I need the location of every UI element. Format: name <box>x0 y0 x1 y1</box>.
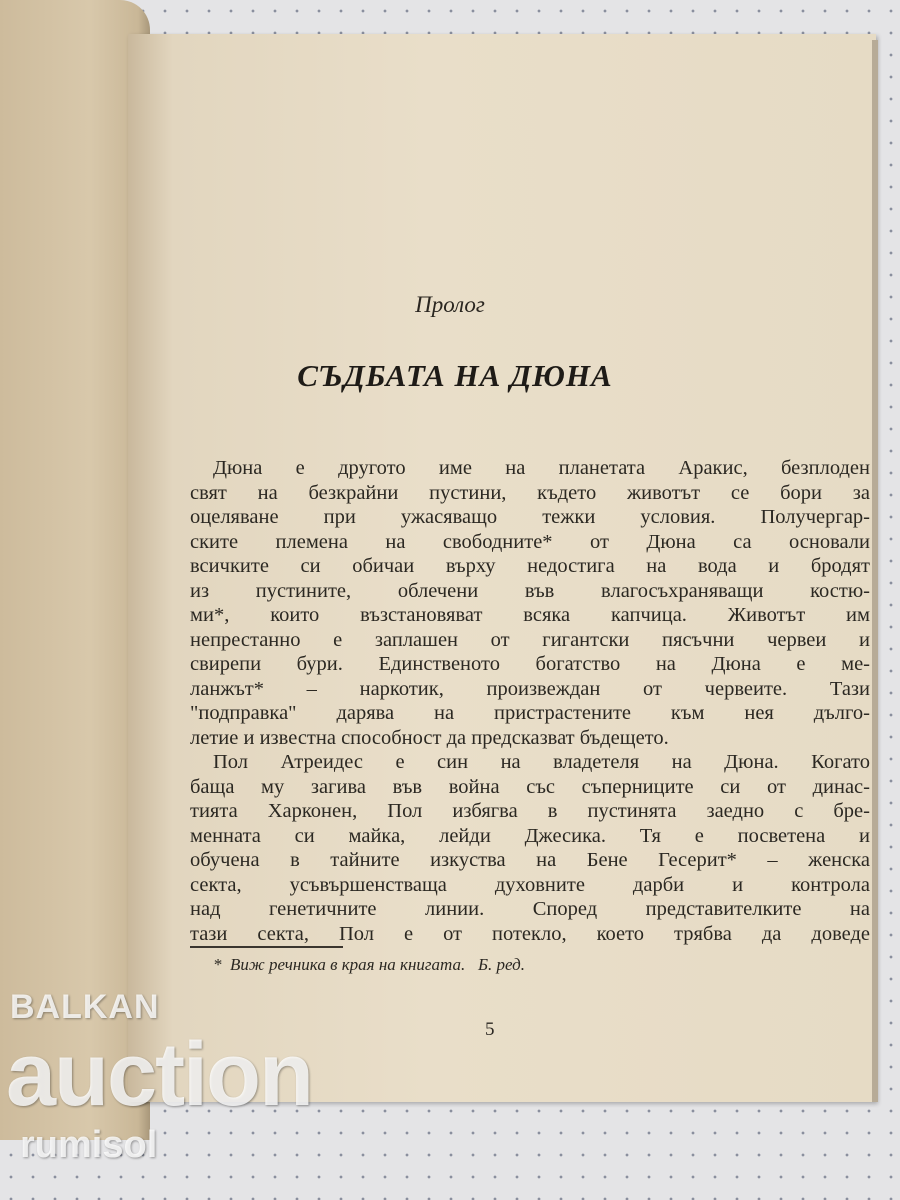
page-number: 5 <box>485 1019 495 1040</box>
text-line: ми*, които възстановяват всяка капчица. Животът им <box>190 604 870 626</box>
text-line: свирепи бури. Единственото богатство на Дюна е ме- <box>190 653 870 675</box>
text-line: баща му загива във война със съперниците си от динас- <box>190 775 870 798</box>
text-line: тията Харконен, Пол избягва в пустинята заедно с бре- <box>190 800 870 822</box>
text-line: из пустините, облечени във влагосъхраняващи костю- <box>190 579 870 602</box>
text-line: Дюна е другото име на планетата Аракис, безплоден <box>213 457 870 479</box>
text-line: секта, усъвършенстваща духовните дарби и контрола <box>190 873 870 896</box>
text-line: всичките си обичаи върху недостига на вода и бродят <box>190 555 870 577</box>
text-line: оцеляване при ужасяващо тежки условия. Получергар- <box>190 506 870 528</box>
text-line: тази секта, Пол е от потекло, което трябва да доведе <box>190 922 870 945</box>
text-line: свят на безкрайни пустини, където животът се бори за <box>190 481 870 504</box>
text-line: Пол Атреидес е син на владетеля на Дюна. Когато <box>213 751 870 773</box>
text-line: ланжът* – наркотик, произвеждан от червеите. Тази <box>190 677 870 700</box>
watermark-rumisol: rumisol <box>20 1124 158 1166</box>
chapter-title: СЪДБАТА НА ДЮНА <box>297 358 613 393</box>
footnote: * Виж речника в края на книгата. Б. ред. <box>213 955 526 974</box>
watermark-balkan: BALKAN <box>10 988 160 1026</box>
text-line: летие и известна способност да предсказват бъдещето. <box>190 726 669 749</box>
text-line: непрестанно е заплашен от гигантски пясъчни червеи и <box>190 628 870 651</box>
page-edge <box>872 40 878 1102</box>
text-line: обучена в тайните изкуства на Бене Гесерит* – женска <box>190 849 870 871</box>
watermark-auction: auction <box>6 1025 313 1125</box>
text-line: "подправка" дарява на пристрастените към нея дълго- <box>190 702 870 724</box>
body-text <box>190 456 870 946</box>
chapter-label: Пролог <box>415 292 485 317</box>
text-line: менната си майка, лейди Джесика. Тя е посветена и <box>190 824 870 847</box>
text-line: ските племена на свободните* от Дюна са основали <box>190 530 870 553</box>
footnote-rule <box>190 946 343 948</box>
text-line: над генетичните линии. Според представителките на <box>190 898 870 920</box>
